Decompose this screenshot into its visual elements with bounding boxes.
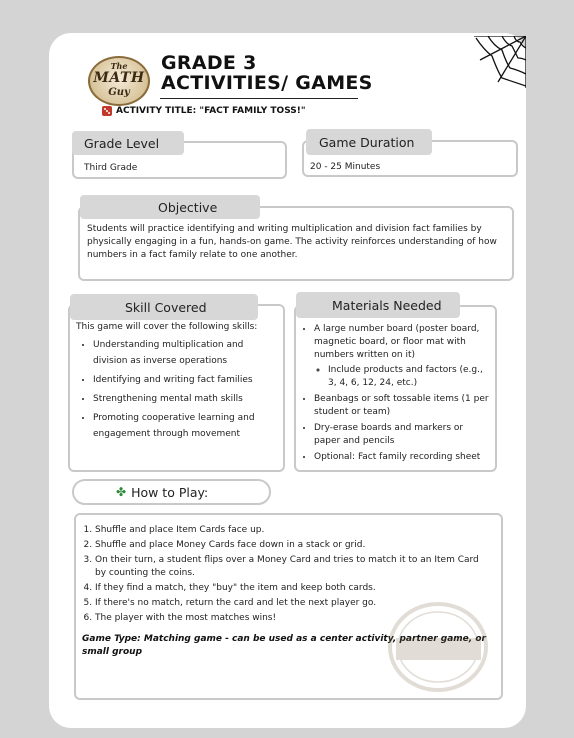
- skill-item: • Strengthening mental math skills: [93, 391, 280, 407]
- math-guy-watermark: [386, 600, 491, 695]
- skill-item: • Promoting cooperative learning and engagement through movement: [93, 410, 280, 442]
- material-item: • Dry-erase boards and markers or paper and pencils: [314, 422, 490, 448]
- game-type-note: Game Type: Matching game - can be used as a center activity, partner game, or small group: [82, 634, 486, 657]
- clover-icon: ✤: [116, 485, 127, 499]
- spider-web-icon: [474, 36, 526, 88]
- math-guy-logo: [88, 56, 150, 106]
- activity-title: ACTIVITY TITLE: "FACT FAMILY TOSS!": [116, 106, 306, 116]
- material-subitem: ◦ Include products and factors (e.g., 3, 4, 6, 12, 24, etc.): [328, 364, 490, 390]
- skills-intro: This game will cover the following skills:: [76, 322, 258, 332]
- materials-list: [300, 323, 490, 464]
- step-item: 2. Shuffle and place Money Cards face down in a stack or grid.: [95, 539, 487, 552]
- skills-label: Skill Covered: [70, 294, 258, 320]
- materials-content: [300, 323, 490, 467]
- step-item: 6. The player with the most matches wins!: [95, 612, 487, 625]
- title-divider: [160, 98, 358, 99]
- skill-item: • Identifying and writing fact families: [93, 372, 280, 388]
- objective-label: Objective: [80, 195, 260, 219]
- materials-label: Materials Needed: [296, 292, 460, 318]
- game-duration-value: 20 - 25 Minutes: [310, 162, 381, 172]
- dice-icon: [102, 106, 112, 116]
- material-item: • Beanbags or soft tossable items (1 per student or team): [314, 393, 490, 419]
- skill-item: • Understanding multiplication and division as inverse operations: [93, 337, 280, 369]
- step-item: 4. If they find a match, they "buy" the item and keep both cards.: [95, 582, 487, 595]
- logo-text-top: The: [110, 61, 128, 71]
- grade-level-value: Third Grade: [84, 163, 138, 173]
- materials-box: [294, 305, 497, 472]
- grade-level-label: Grade Level: [72, 131, 184, 155]
- game-duration-label: Game Duration: [306, 129, 432, 155]
- skills-content: [76, 321, 280, 445]
- how-to-play-label: How to Play:: [131, 484, 209, 500]
- objective-text: Students will practice identifying and writing multiplication and division fact families by physically engaging in a fun, hands-on game. The activity reinforces understanding of how numbers in a fact family relate to one another.: [87, 224, 497, 260]
- logo-text-main: MATH: [93, 70, 145, 86]
- material-item: • Optional: Fact family recording sheet: [314, 451, 490, 464]
- skills-list: [76, 337, 280, 442]
- page-title-line1: GRADE 3: [161, 52, 257, 74]
- step-item: 3. On their turn, a student flips over a Money Card and tries to match it to an Item Card by counting the coins.: [95, 554, 487, 580]
- page-title-line2: ACTIVITIES/ GAMES: [161, 72, 373, 94]
- material-item: [314, 323, 490, 390]
- skills-box: [68, 304, 285, 472]
- step-item: 5. If there's no match, return the card and let the next player go.: [95, 597, 487, 610]
- material-sublist: [314, 364, 490, 390]
- logo-text-bottom: Guy: [108, 87, 130, 98]
- step-item: 1. Shuffle and place Item Cards face up.: [95, 524, 487, 537]
- how-to-play-header: [72, 479, 271, 505]
- material-item-text: A large number board (poster board, magnetic board, or floor mat with numbers written on it): [314, 324, 480, 360]
